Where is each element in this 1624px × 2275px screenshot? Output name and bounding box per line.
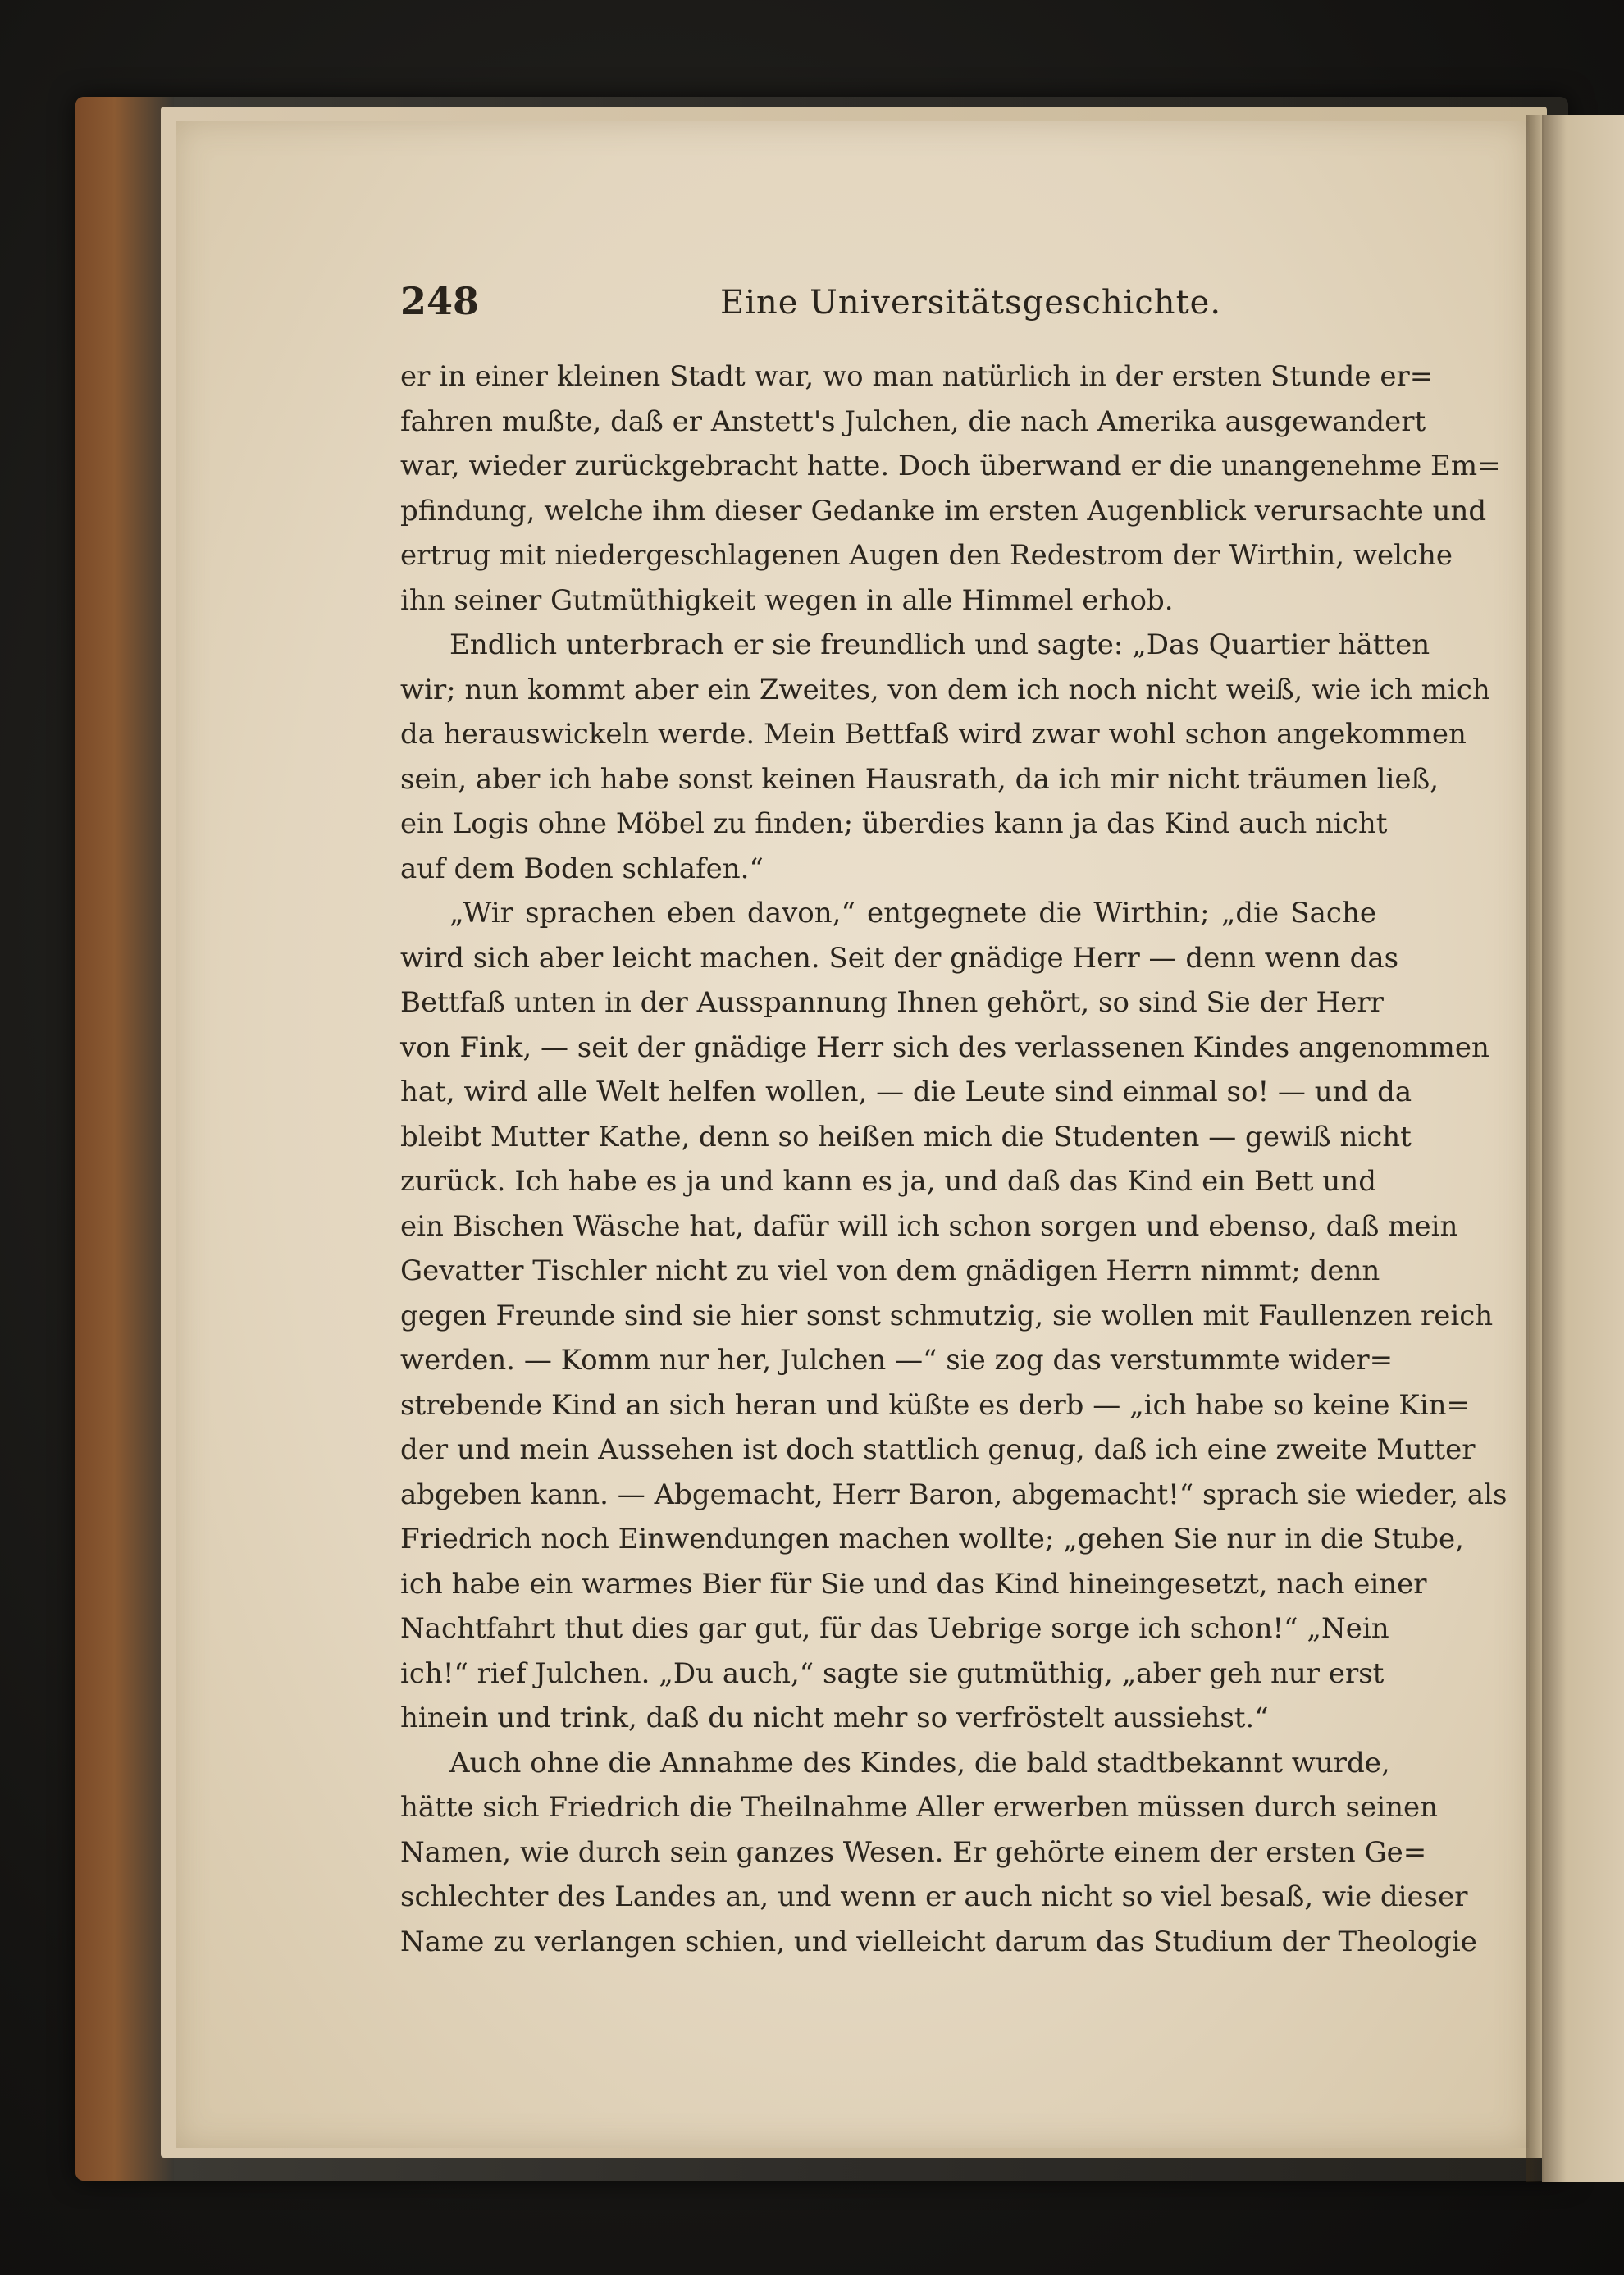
facing-page-sliver <box>1542 115 1624 2182</box>
text-line: Friedrich noch Einwendungen machen wollte; „gehen Sie nur in die Stube, <box>400 1523 1464 1555</box>
text-line: ein Logis ohne Möbel zu finden; überdies kann ja das Kind auch nicht <box>400 807 1388 840</box>
text-line: sein, aber ich habe sonst keinen Hausrath, da ich mir nicht träumen ließ, <box>400 762 1439 796</box>
text-line: strebende Kind an sich heran und küßte es derb — „ich habe so keine Kin= <box>400 1388 1470 1422</box>
text-line: war, wieder zurückgebracht hatte. Doch überwand er die unangenehme Em= <box>400 450 1501 482</box>
text-line: gegen Freunde sind sie hier sonst schmutzig, sie wollen mit Faullenzen reich <box>400 1299 1494 1332</box>
text-line: schlechter des Landes an, und wenn er auch nicht so viel besaß, wie dieser <box>400 1880 1468 1913</box>
text-line: von Fink, — seit der gnädige Herr sich des verlassenen Kindes angenommen <box>400 1030 1489 1064</box>
text-line: pfindung, welche ihm dieser Gedanke im ersten Augenblick verursachte und <box>400 494 1487 528</box>
text-line: bleibt Mutter Kathe, denn so heißen mich die Studenten — gewiß nicht <box>400 1120 1412 1153</box>
text-line: Namen, wie durch sein ganzes Wesen. Er gehörte einem der ersten Ge= <box>400 1835 1427 1869</box>
text-line: wir; nun kommt aber ein Zweites, von dem ich noch nicht weiß, wie ich mich <box>400 673 1490 706</box>
text-line: ich habe ein warmes Bier für Sie und das Kind hineingesetzt, nach einer <box>400 1567 1427 1601</box>
text-line: Auch ohne die Annahme des Kindes, die bald stadtbekannt wurde, <box>449 1746 1390 1779</box>
text-line: ein Bischen Wäsche hat, dafür will ich schon sorgen und ebenso, daß mein <box>400 1209 1458 1243</box>
text-line: ihn seiner Gutmüthigkeit wegen in alle Himmel erhob. <box>400 583 1174 617</box>
text-line: zurück. Ich habe es ja und kann es ja, und daß das Kind ein Bett und <box>400 1165 1376 1198</box>
text-line: Gevatter Tischler nicht zu viel von dem gnädigen Herrn nimmt; denn <box>400 1254 1380 1287</box>
text-line: da herauswickeln werde. Mein Bettfaß wird zwar wohl schon angekommen <box>400 718 1467 751</box>
text-line: hat, wird alle Welt helfen wollen, — die Leute sind einmal so! — und da <box>400 1076 1412 1108</box>
text-line: hinein und trink, daß du nicht mehr so verfröstelt aussiehst.“ <box>400 1702 1269 1734</box>
text-line: „Wir sprachen eben davon,“ entgegnete die Wirthin; „die Sache <box>449 897 1376 930</box>
text-line: auf dem Boden schlafen.“ <box>400 852 764 885</box>
text-line: der und mein Aussehen ist doch stattlich genug, daß ich eine zweite Mutter <box>400 1433 1476 1466</box>
text-line: fahren mußte, daß er Anstett's Julchen, die nach Amerika ausgewandert <box>400 404 1426 438</box>
text-line: wird sich aber leicht machen. Seit der gnädige Herr — denn wenn das <box>400 941 1399 975</box>
text-line: abgeben kann. — Abgemacht, Herr Baron, abgemacht!“ sprach sie wieder, als <box>400 1478 1508 1511</box>
page-header <box>400 279 1368 336</box>
text-line: Name zu verlangen schien, und vielleicht darum das Studium der Theologie <box>400 1925 1477 1958</box>
running-title: Eine Universitätsgeschichte. <box>720 284 1222 322</box>
text-line: hätte sich Friedrich die Theilnahme Aller erwerben müssen durch seinen <box>400 1791 1439 1824</box>
page-number: 248 <box>400 279 480 323</box>
text-line: Endlich unterbrach er sie freundlich und sagte: „Das Quartier hätten <box>449 628 1430 661</box>
body-text <box>400 354 1508 1964</box>
text-line: ertrug mit niedergeschlagenen Augen den Redestrom der Wirthin, welche <box>400 539 1453 572</box>
text-line: werden. — Komm nur her, Julchen —“ sie zog das verstummte wider= <box>400 1344 1394 1377</box>
book-spine-edge <box>75 97 174 2181</box>
text-line: ich!“ rief Julchen. „Du auch,“ sagte sie gutmüthig, „aber geh nur erst <box>400 1656 1385 1690</box>
text-line: Nachtfahrt thut dies gar gut, für das Uebrige sorge ich schon!“ „Nein <box>400 1612 1389 1645</box>
text-line: Bettfaß unten in der Ausspannung Ihnen gehört, so sind Sie der Herr <box>400 986 1384 1019</box>
text-line: er in einer kleinen Stadt war, wo man natürlich in der ersten Stunde er= <box>400 360 1434 393</box>
page-gutter-shadow <box>1526 115 1545 2182</box>
